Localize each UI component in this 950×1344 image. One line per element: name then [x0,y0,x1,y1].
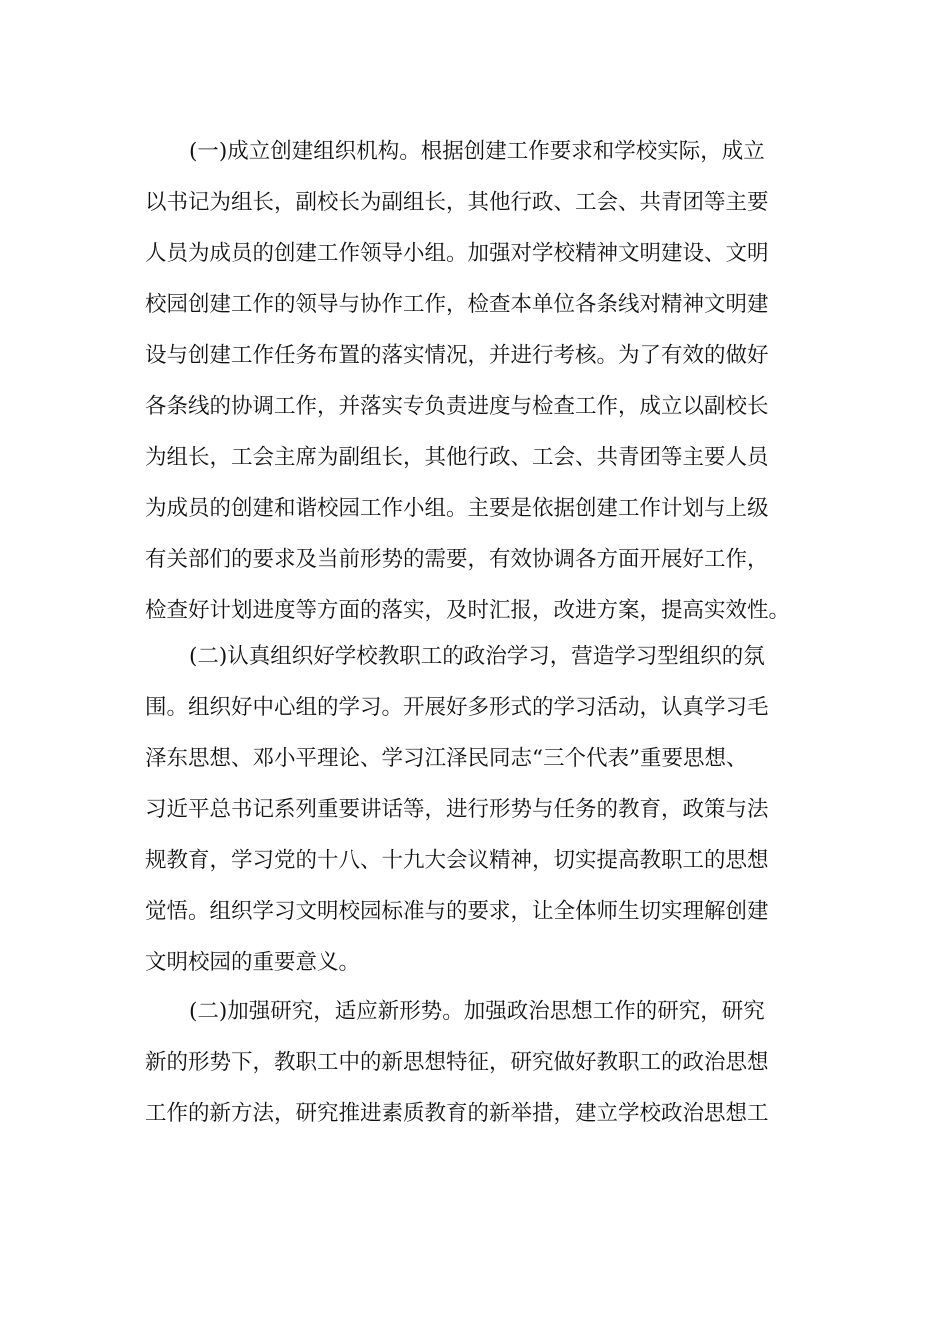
text-line: 以书记为组长，副校长为副组长，其他行政、工会、共青团等主要 [145,190,769,215]
text-line: 设与创建工作任务布置的落实情况，并进行考核。为了有效的做好 [145,343,769,368]
paragraph-political-study [145,631,805,988]
text-line: (一)成立创建组织机构。根据创建工作要求和学校实际，成立 [189,139,765,164]
text-line: 文明校园的重要意义。 [145,950,361,975]
text-line: 规教育，学习党的十八、十九大会议精神，切实提高教职工的思想 [145,848,769,873]
text-line: 围。组织好中心组的学习。开展好多形式的学习活动，认真学习毛 [145,695,769,720]
text-line: (二)加强研究，适应新形势。加强政治思想工作的研究，研究 [189,999,765,1024]
text-line: 各条线的协调工作，并落实专负责进度与检查工作，成立以副校长 [145,394,769,419]
text-line: 人员为成员的创建工作领导小组。加强对学校精神文明建设、文明 [145,241,769,266]
text-line: 检查好计划进度等方面的落实，及时汇报，改进方案，提高实效性。 [145,598,791,623]
text-line: (二)认真组织好学校教职工的政治学习，营造学习型组织的氛 [189,644,765,669]
text-line: 泽东思想、邓小平理论、学习江泽民同志“三个代表”重要思想、 [145,746,748,771]
text-line: 为成员的创建和谐校园工作小组。主要是依据创建工作计划与上级 [145,496,769,521]
text-line: 工作的新方法，研究推进素质教育的新举措，建立学校政治思想工 [145,1101,769,1126]
paragraph-research [145,986,805,1139]
text-line: 校园创建工作的领导与协作工作，检查本单位各条线对精神文明建 [145,292,769,317]
paragraph-organization [145,126,805,636]
text-line: 有关部们的要求及当前形势的需要，有效协调各方面开展好工作， [145,547,769,572]
text-line: 为组长，工会主席为副组长，其他行政、工会、共青团等主要人员 [145,445,769,470]
text-line: 习近平总书记系列重要讲话等，进行形势与任务的教育，政策与法 [145,797,769,822]
text-line: 新的形势下，教职工中的新思想特征，研究做好教职工的政治思想 [145,1050,769,1075]
text-line: 觉悟。组织学习文明校园标准与的要求，让全体师生切实理解创建 [145,899,769,924]
